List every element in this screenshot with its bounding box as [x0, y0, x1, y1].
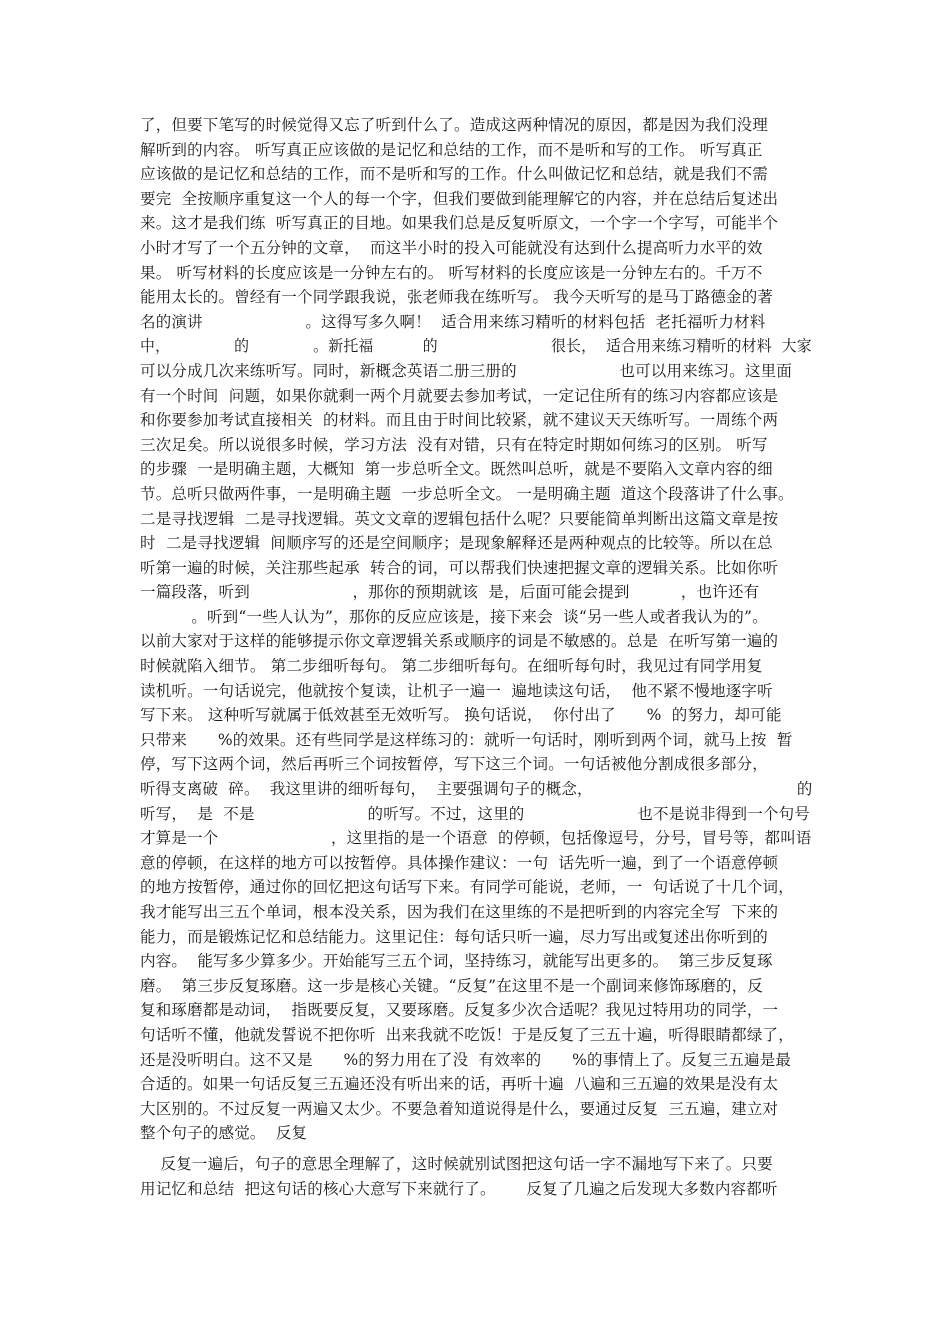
text-line: 能用太长的。曾经有一个同学跟我说，张老师我在练听写。 我今天听写的是马丁路德金的著 [140, 288, 774, 307]
text-line: 的地方按暂停，通过你的回忆把这句话写下来。有同学可能说，老师，一 句话说了十几个词， [140, 878, 794, 897]
text-line: 复和琢磨都是动词， 指既要反复，又要琢磨。反复多少次合适呢？我见过特用功的同学，一 [140, 1001, 779, 1020]
text-line: 的步骤 一是明确主题，大概知 第一步总听全文。既然叫总听，就是不要陷入文章内容的细 [140, 460, 773, 479]
text-line: 来。这才是我们练 听写真正的目地。如果我们总是反复听原文，一个字一个字写，可能半个 [140, 214, 779, 233]
text-line: 听第一遍的时候，关注那些起承 转合的词，可以帮我们快速把握文章的逻辑关系。比如你听 [140, 558, 779, 577]
text-line: 以前大家对于这样的能够提示你文章逻辑关系或顺序的词是不敏感的。总是 在听写第一遍的 [140, 632, 779, 651]
text-line: 要完 全按顺序重复这一个人的每一个字，但我们要做到能理解它的内容，并在总结后复述出 [140, 189, 779, 208]
text-line: 磨。 第三步反复琢磨。这一步是核心关键。“反复”在这里不是一个副词来修饰琢磨的，反 [140, 976, 764, 995]
text-line: 二是寻找逻辑 二是寻找逻辑。英文文章的逻辑包括什么呢？只要能简单判断出这篇文章是按 [140, 509, 779, 528]
text-line: 还是没听明白。这不又是 %的努力用在了没 有效率的 %的事情上了。反复三五遍是最 [140, 1050, 792, 1069]
text-line: 果。 听写材料的长度应该是一分钟左右的。 听写材料的长度应该是一分钟左右的。千万不 [140, 263, 763, 282]
text-line: 读机听。一句话说完，他就按个复读，让机子一遍一 遍地读这句话， 他不紧不慢地逐字听 [140, 681, 773, 700]
text-line: 句话听不懂，他就发誓说不把你听 出来我就不吃饭！于是反复了三五十遍，听得眼睛都绿了， [140, 1025, 794, 1044]
main-paragraph [140, 113, 812, 1146]
text-line: 意的停顿，在这样的地方可以按暂停。具体操作建议：一句 话先听一遍，到了一个语意停顿 [140, 853, 779, 872]
text-line: 应该做的是记忆和总结的工作，而不是听和写的工作。什么叫做记忆和总结，就是我们不需 [140, 165, 769, 184]
text-line: 。听到“一些人认为”，那你的反应应该是，接下来会 谈“另一些人或者我认为的”。 [140, 607, 768, 626]
text-line: 内容。 能写多少算多少。开始能写三五个词，坚持练习，就能写出更多的。 第三步反复琢 [140, 952, 773, 971]
text-line: 只带来 %的效果。还有些同学是这样练习的：就听一句话时，刚听到两个词，就马上按 暂 [140, 730, 793, 749]
text-line: 名的演讲 。这得写多久啊！ 适合用来练习精听的材料包括 老托福听力材料 [140, 312, 766, 331]
text-line: 一篇段落，听到 ，那你的预期就该 是，后面可能会提到 ，也许还有 [140, 583, 760, 602]
text-line: 用记忆和总结 把这句话的核心大意写下来就行了。 反复了几遍之后发现大多数内容都听 [140, 1179, 778, 1198]
text-line: 合适的。如果一句话反复三五遍还没有听出来的话，再听十遍 八遍和三五遍的效果是没有太 [140, 1075, 779, 1094]
text-line: 大区别的。不过反复一两遍又太少。不要急着知道说得是什么，要通过反复 三五遍，建立对 [140, 1099, 779, 1118]
document-body [140, 113, 812, 1201]
text-line: 节。总听只做两件事，一是明确主题 一步总听全文。 一是明确主题 道这个段落讲了什么事。 [140, 484, 794, 503]
text-line: 解听到的内容。 听写真正应该做的是记忆和总结的工作，而不是听和写的工作。 听写真正 [140, 140, 763, 159]
text-line: 时 二是寻找逻辑 间顺序写的还是空间顺序；是现象解释还是两种观点的比较等。所以在总 [140, 534, 773, 553]
text-line: 中， 的 。新托福 的 很长， 适合用来练习精听的材料 大家 [140, 337, 812, 356]
text-line: 小时才写了一个五分钟的文章， 而这半小时的投入可能就没有达到什么提高听力水平的效 [140, 238, 763, 257]
text-line: 听得支离破 碎。 我这里讲的细听每句， 主要强调句子的概念， 的 [140, 780, 813, 799]
text-line: 整个句子的感觉。 反复 [140, 1124, 308, 1143]
text-line: 三次足矣。所以说很多时候，学习方法 没有对错，只有在特定时期如何练习的区别。 听写 [140, 435, 768, 454]
text-line: 写下来。 这种听写就属于低效甚至无效听写。 换句话说， 你付出了 % 的努力，却可能 [140, 706, 782, 725]
text-line: 能力，而是锻炼记忆和总结能力。这里记住：每句话只听一遍，尽力写出或复述出你听到的 [140, 927, 769, 946]
text-line: 了，但要下笔写的时候觉得又忘了听到什么了。造成这两种情况的原因，都是因为我们没理 [140, 116, 769, 134]
text-line: 和你要参加考试直接相关 的材料。而且由于时间比较紧，就不建议天天练听写。一周练个两 [140, 411, 779, 430]
text-line: 有一个时间 问题，如果你就剩一两个月就要去参加考试，一定记住所有的练习内容都应该是 [140, 386, 779, 405]
text-line: 才算是一个 ，这里指的是一个语意 的停顿，包括像逗号，分号，冒号等，都叫语 [140, 829, 812, 848]
text-line: 听写， 是 不是 的听写。不过，这里的 也不是说非得到一个句号 [140, 804, 810, 823]
text-line: 反复一遍后，句子的意思全理解了，这时候就别试图把这句话一字不漏地写下来了。只要 [140, 1154, 773, 1173]
second-paragraph [140, 1152, 812, 1201]
text-line: 可以分成几次来练听写。同时，新概念英语二册三册的 也可以用来练习。这里面 [140, 361, 793, 380]
text-line: 我才能写出三五个单词，根本没关系，因为我们在这里练的不是把听到的内容完全写 下来的 [140, 903, 779, 921]
text-line: 时候就陷入细节。 第二步细听每句。 第二步细听每句。在细听每句时，我见过有同学用复 [140, 657, 763, 676]
text-line: 停，写下这两个词，然后再听三个词按暂停，写下这三个词。一句话被他分割成很多部分， [140, 755, 769, 774]
